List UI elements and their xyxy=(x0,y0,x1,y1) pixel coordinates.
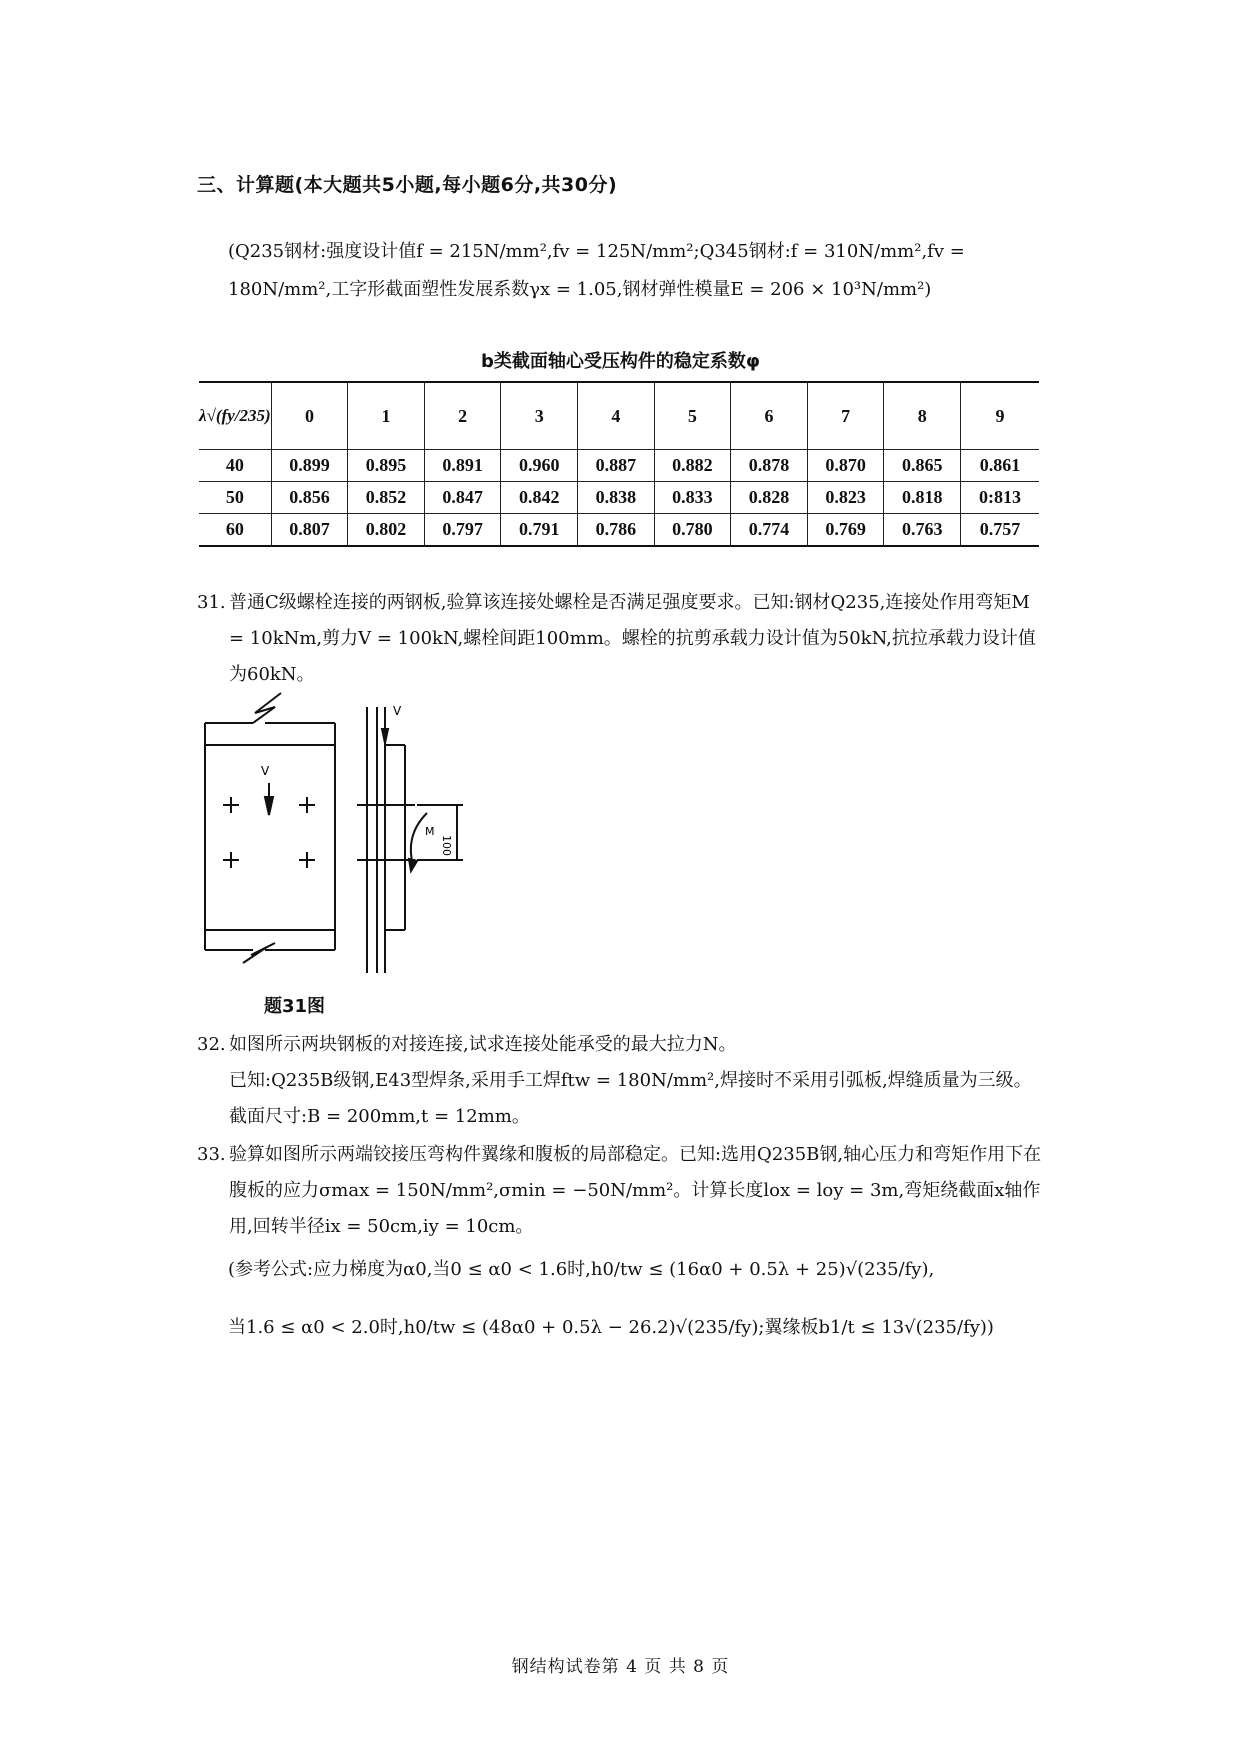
label-v-side: V xyxy=(393,704,402,718)
table-column-header: 8 xyxy=(884,382,961,450)
coefficient-cell: 0.865 xyxy=(884,450,961,482)
table-column-header: 2 xyxy=(424,382,501,450)
label-v-front: V xyxy=(261,764,270,778)
coefficient-cell: 0.797 xyxy=(424,514,501,547)
coefficient-cell: 0.895 xyxy=(348,450,425,482)
coefficient-cell: 0.786 xyxy=(578,514,655,547)
coefficient-cell: 0.899 xyxy=(271,450,348,482)
table-column-header: 4 xyxy=(578,382,655,450)
coefficient-cell: 0.856 xyxy=(271,482,348,514)
material-constants-line2: 180N/mm²,工字形截面塑性发展系数γx = 1.05,钢材弹性模量E = 206 × 10³N/mm²) xyxy=(228,279,932,300)
coefficient-cell: 0.960 xyxy=(501,450,578,482)
coefficient-cell: 0.852 xyxy=(348,482,425,514)
coefficient-cell: 0.823 xyxy=(807,482,884,514)
table-column-header: 5 xyxy=(654,382,731,450)
lambda-cell: 40 xyxy=(199,450,271,482)
material-constants-line1: (Q235钢材:强度设计值f = 215N/mm²,fv = 125N/mm²;Q345钢材:f = 310N/mm²,fv = xyxy=(228,241,965,262)
question-33 xyxy=(197,1137,1042,1245)
coefficient-cell: 0.807 xyxy=(271,514,348,547)
coefficient-cell: 0.887 xyxy=(578,450,655,482)
coefficient-cell: 0.769 xyxy=(807,514,884,547)
question-31 xyxy=(197,585,1042,693)
coefficient-cell: 0.861 xyxy=(960,450,1039,482)
table-row xyxy=(199,450,1039,482)
coefficient-cell: 0.818 xyxy=(884,482,961,514)
question-32 xyxy=(197,1027,1042,1135)
question-text: 验算如图所示两端铰接压弯构件翼缘和腹板的局部稳定。已知:选用Q235B钢,轴心压力和弯矩作用下在腹板的应力σmax = 150N/mm²,σmin = −50N/mm²。计算长度lox = loy = 3m,弯矩绕截面x轴作用,回转半径ix = 50cm,iy = 10cm。 xyxy=(229,1144,1042,1237)
table-caption: b类截面轴心受压构件的稳定系数φ xyxy=(481,351,760,372)
label-m: M xyxy=(425,825,435,838)
coefficient-cell: 0.802 xyxy=(348,514,425,547)
coefficient-cell: 0.828 xyxy=(731,482,808,514)
section-heading: 三、计算题(本大题共5小题,每小题6分,共30分) xyxy=(197,174,618,196)
question-number: 31. xyxy=(197,592,226,613)
lambda-cell: 60 xyxy=(199,514,271,547)
bolt-connection-figure xyxy=(195,685,535,985)
coefficient-cell: 0.774 xyxy=(731,514,808,547)
reference-formula-line1: (参考公式:应力梯度为α0,当0 ≤ α0 < 1.6时,h0/tw ≤ (16α0 + 0.5λ + 25)√(235/fy), xyxy=(228,1259,935,1280)
label-dim: 100 xyxy=(440,835,453,856)
coefficient-cell: 0:813 xyxy=(960,482,1039,514)
question-text: 如图所示两块钢板的对接连接,试求连接处能承受的最大拉力N。 xyxy=(229,1034,737,1055)
table-header-label: λ√(fy/235) xyxy=(199,382,271,450)
coefficient-cell: 0.791 xyxy=(501,514,578,547)
coefficient-cell: 0.870 xyxy=(807,450,884,482)
lambda-cell: 50 xyxy=(199,482,271,514)
coefficient-cell: 0.833 xyxy=(654,482,731,514)
stability-coefficient-table xyxy=(199,381,1039,547)
page-footer: 钢结构试卷第 4 页 共 8 页 xyxy=(511,1657,730,1677)
question-text: 普通C级螺栓连接的两钢板,验算该连接处螺栓是否满足强度要求。已知:钢材Q235,连接处作用弯矩M = 10kNm,剪力V = 100kN,螺栓间距100mm。螺栓的抗剪承载力设计值为50kN,抗拉承载力设计值为60kN。 xyxy=(229,592,1036,685)
figure-caption: 题31图 xyxy=(264,996,326,1017)
table-row xyxy=(199,482,1039,514)
coefficient-cell: 0.842 xyxy=(501,482,578,514)
coefficient-cell: 0.847 xyxy=(424,482,501,514)
table-column-header: 1 xyxy=(348,382,425,450)
coefficient-cell: 0.891 xyxy=(424,450,501,482)
table-column-header: 9 xyxy=(960,382,1039,450)
question-number: 32. xyxy=(197,1034,226,1055)
table-header-row xyxy=(199,382,1039,450)
question-number: 33. xyxy=(197,1144,226,1165)
reference-formula-line2: 当1.6 ≤ α0 < 2.0时,h0/tw ≤ (48α0 + 0.5λ − 26.2)√(235/fy);翼缘板b1/t ≤ 13√(235/fy)) xyxy=(228,1317,994,1338)
coefficient-cell: 0.882 xyxy=(654,450,731,482)
coefficient-cell: 0.878 xyxy=(731,450,808,482)
table-column-header: 6 xyxy=(731,382,808,450)
table-row xyxy=(199,514,1039,547)
table-column-header: 7 xyxy=(807,382,884,450)
question-given: 已知:Q235B级钢,E43型焊条,采用手工焊ftw = 180N/mm²,焊接时不采用引弧板,焊缝质量为三级。截面尺寸:B = 200mm,t = 12mm。 xyxy=(229,1070,1032,1127)
coefficient-cell: 0.780 xyxy=(654,514,731,547)
coefficient-cell: 0.763 xyxy=(884,514,961,547)
table-column-header: 3 xyxy=(501,382,578,450)
coefficient-cell: 0.838 xyxy=(578,482,655,514)
coefficient-cell: 0.757 xyxy=(960,514,1039,547)
table-column-header: 0 xyxy=(271,382,348,450)
